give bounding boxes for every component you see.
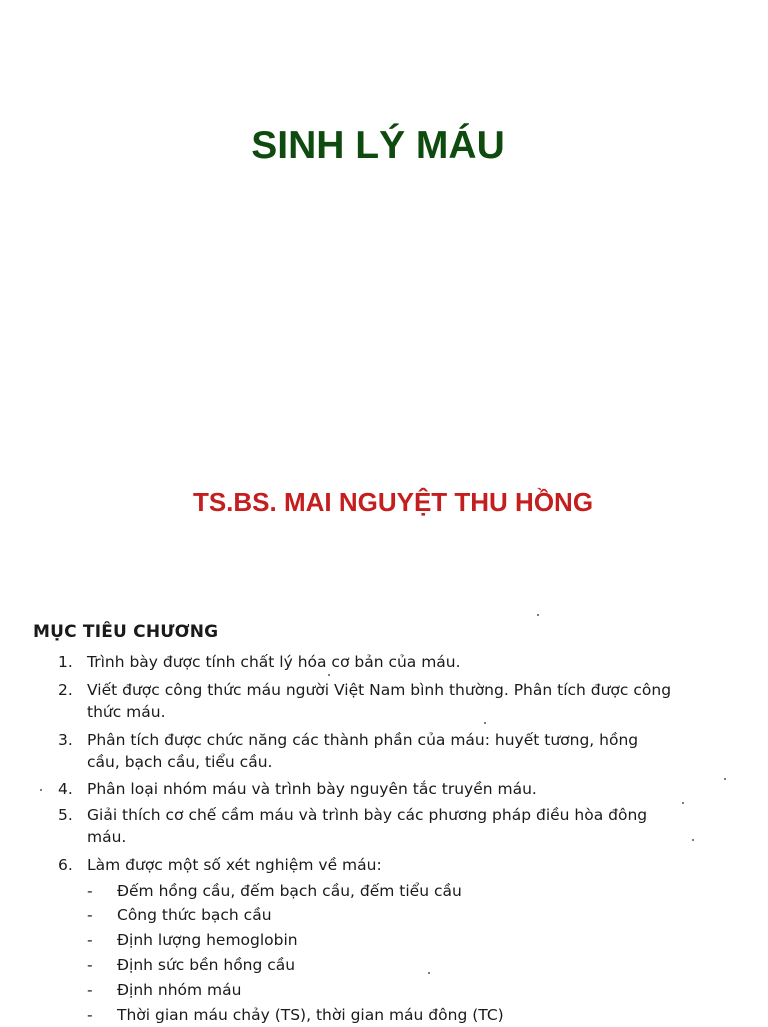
test-list-text: Định sức bền hồng cầu [117,956,296,974]
author-name: TS.BS. MAI NGUYỆT THU HỒNG [192,487,594,517]
objective-number: 2. [58,681,73,699]
objective-text-continued: thức máu. [87,703,166,721]
list-dash: - [87,1006,93,1024]
objective-text: Phân tích được chức năng các thành phần của máu: huyết tương, hồng [87,731,639,749]
test-list-text: Thời gian máu chảy (TS), thời gian máu đông (TC) [117,1006,504,1024]
scan-speck [484,722,486,724]
objective-text: Viết được công thức máu người Việt Nam bình thường. Phân tích được công [87,681,672,699]
list-dash: - [87,882,93,900]
objective-text: Làm được một số xét nghiệm về máu: [87,856,382,874]
objective-text: Phân loại nhóm máu và trình bày nguyên tắc truyền máu. [87,780,537,798]
objectives-heading: MỤC TIÊU CHƯƠNG [33,622,219,642]
list-dash: - [87,906,93,924]
objective-number: 6. [58,856,73,874]
objective-text: Trình bày được tính chất lý hóa cơ bản của máu. [87,653,461,671]
scan-speck [428,972,430,974]
objective-text-continued: cầu, bạch cầu, tiểu cầu. [87,753,273,771]
scan-speck [692,839,694,841]
list-dash: - [87,931,93,949]
scan-speck [682,802,684,804]
scan-speck [724,778,726,780]
objective-text-continued: máu. [87,828,127,846]
test-list-text: Định lượng hemoglobin [117,931,298,949]
test-list-text: Công thức bạch cầu [117,906,272,924]
objective-number: 3. [58,731,73,749]
objective-number: 4. [58,780,73,798]
objective-text: Giải thích cơ chế cầm máu và trình bày các phương pháp điều hòa đông [87,806,648,824]
test-list-text: Đếm hồng cầu, đếm bạch cầu, đếm tiểu cầu [117,882,462,900]
scan-speck [537,614,539,616]
scan-speck [40,789,42,791]
list-dash: - [87,981,93,999]
scan-speck [328,674,330,676]
scanned-objectives-section [0,600,768,1024]
test-list-text: Định nhóm máu [117,981,242,999]
objective-number: 5. [58,806,73,824]
list-dash: - [87,956,93,974]
document-title: SINH LÝ MÁU [251,124,505,167]
objective-number: 1. [58,653,73,671]
